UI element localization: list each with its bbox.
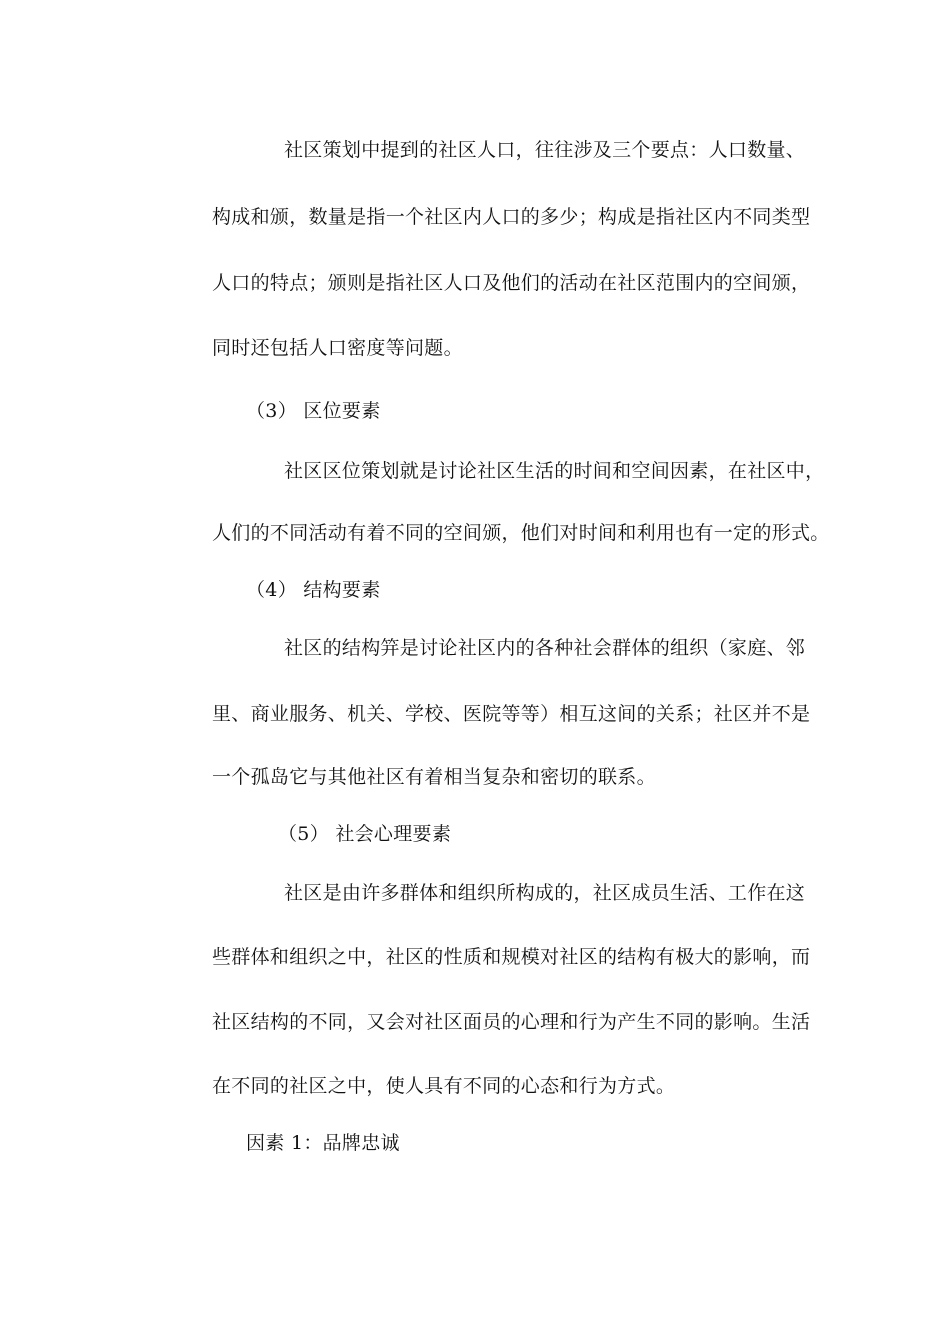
paragraph-psychology-line-3: 社区结构的不同，又会对社区面员的心理和行为产生不同的影响。生活 [212,1011,811,1033]
paragraph-psychology-line-2: 些群体和组织之中，社区的性质和规模对社区的结构有极大的影响，而 [212,946,811,968]
paragraph-population-line-4: 同时还包括人口密度等问题。 [212,337,463,359]
paragraph-population-line-3: 人口的特点；颁则是指社区人口及他们的活动在社区范围内的空间颁， [212,272,811,294]
section-heading-social-psychology: （5） 社会心理要素 [278,823,452,845]
paragraph-location-line-1: 社区区位策划就是讨论社区生活的时间和空间因素，在社区中， [284,460,825,482]
paragraph-psychology-line-4: 在不同的社区之中，使人具有不同的心态和行为方式。 [212,1075,676,1097]
paragraph-psychology-line-1: 社区是由许多群体和组织所构成的，社区成员生活、工作在这 [284,882,806,904]
section-heading-location: （3） 区位要素 [246,400,381,422]
paragraph-structure-line-3: 一个孤岛它与其他社区有着相当复杂和密切的联系。 [212,766,656,788]
factor-heading-brand-loyalty: 因素 1：品牌忠诚 [246,1132,400,1154]
section-heading-structure: （4） 结构要素 [246,579,381,601]
paragraph-population-line-1: 社区策划中提到的社区人口，往往涉及三个要点：人口数量、 [284,139,806,161]
paragraph-structure-line-2: 里、商业服务、机关、学校、医院等等）相互这间的关系；社区并不是 [212,703,811,725]
paragraph-location-line-2: 人们的不同活动有着不同的空间颁，他们对时间和利用也有一定的形式。 [212,522,830,544]
paragraph-population-line-2: 构成和颁，数量是指一个社区内人口的多少；构成是指社区内不同类型 [212,206,811,228]
paragraph-structure-line-1: 社区的结构笄是讨论社区内的各种社会群体的组织（家庭、邻 [284,637,806,659]
